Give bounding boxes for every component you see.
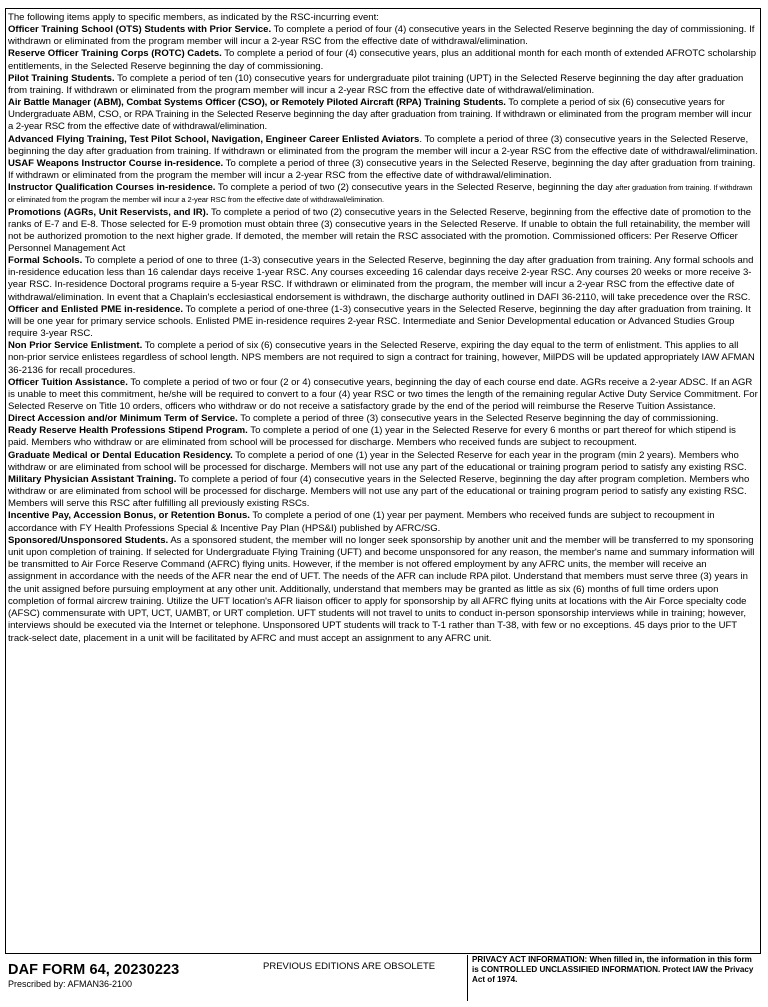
item-pilot-training	[8, 73, 758, 97]
intro-text: The following items apply to specific members, as indicated by the RSC-incurring event:	[8, 12, 379, 23]
item-title: Military Physician Assistant Training.	[8, 473, 177, 485]
item-text: To complete a period of three (3) consecutive years in the Selected Reserve beginning the day of commissioning.	[237, 413, 719, 425]
item-text: To complete a period of three (3) consecutive years in the Selected Reserve, beginning the day after graduation from training. If withdrawn or eliminated from the program the member will incur a 2-year RSC from the effective date of withdrawal/elimination.	[8, 157, 756, 182]
obsolete-notice: PREVIOUS EDITIONS ARE OBSOLETE	[263, 961, 436, 972]
item-text: To complete a period of two (2) consecutive years in the Selected Reserve, beginning the day	[215, 182, 613, 194]
item-title: Graduate Medical or Dental Education Residency.	[8, 449, 233, 461]
item-residency	[8, 450, 758, 474]
item-non-prior-service	[8, 340, 758, 376]
item-title: Instructor Qualification Courses in-residence.	[8, 182, 216, 194]
item-title: Incentive Pay, Accession Bonus, or Retention Bonus.	[8, 510, 250, 522]
item-text: To complete a period of six (6) consecutive years for Undergraduate ABM, CSO, or RPA Training in the Selected Reserve beginning the day after graduation from training. If withdrawn or eliminated from the program member will incur a 2-year RSC from the effective date of withdrawal/elimination.	[8, 97, 752, 133]
item-title: Formal Schools.	[8, 255, 83, 267]
item-text: To complete a period of two or four (2 or 4) consecutive years, beginning the day of each course end date. AGRs receive a 2-year ADSC. If an AGR is unable to meet this commitment, he/she will be required to convert to a four (4) year RSC or two times the length of the remaining regular Active Duty Service Commitment. For Selected Reserve on Title 10 orders, officers who withdraw or do not receive a satisfactory grade by the end of the period will reimburse the Reserve Tuition Assistance.	[8, 376, 758, 412]
item-text: To complete a period of one-three (1-3) consecutive years in the Selected Reserve, beginning the day after graduation from training. It will be one year for primary service schools. Enlisted PME in-residence requires 2-year RSC. Intermediate and Senior Developmental education or Advanced Studies Group require 3-year RSC.	[8, 303, 751, 340]
item-text: To complete a period of four (4) consecutive years in the Selected Reserve, beginning the day after program completion. Members who withdraw or are eliminated from school will be processed for discharge. Members will not use any part of the educational or training program period to satisfy any existing RSC. Members will serve this RSC after fulfilling all previously existing RSCs.	[8, 473, 750, 510]
item-direct-accession	[8, 413, 758, 425]
item-instructor-qualification	[8, 182, 758, 206]
item-text: To complete a period of four (4) consecutive years in the Selected Reserve beginning the day of commissioning. If withdrawn or eliminated from the program member will incur a 2-year RSC from the effective date of withdrawal/elimination.	[8, 24, 755, 48]
form-body	[8, 12, 758, 645]
item-title: Pilot Training Students.	[8, 72, 115, 84]
item-abm-cso-rpa	[8, 97, 758, 133]
item-incentive-pay	[8, 510, 758, 534]
item-ots	[8, 24, 758, 48]
item-title: Officer and Enlisted PME in-residence.	[8, 303, 184, 315]
item-text: To complete a period of one (1) year in the Selected Reserve for each year in the program (min 2 years). Members who withdraw or are eliminated from school will be processed for discharge. Members will not use any part of the educational or training program period to satisfy any existing RSC.	[8, 449, 747, 473]
item-physician-assistant	[8, 474, 758, 510]
item-text: To complete a period of six (6) consecutive years in the Selected Reserve, expiring the day equal to the term of enlistment. This applies to all non-prior service enlistees regardless of school length. NPS members are not required to sign a contract for training, however, MilPDS will be updated appropriately IAW AFMAN 36-2136 for recall procedures.	[8, 340, 755, 376]
item-title: Promotions (AGRs, Unit Reservists, and IR).	[8, 206, 209, 218]
item-text: As a sponsored student, the member will no longer seek sponsorship by another unit and the member will be transferred to my sponsoring unit upon completion of training. If selected for Undergraduate Flying Training (UFT) and become unsponsored for any reason, the member's name and summary information will be transmitted to Air Force Reserve Command (AFRC) flying units. However, if the member is not offered employment by any AFRC units, the member will receive an assignment in accordance with the needs of the AFR near the end of UFT. The needs of the AFR can include RPA pilot. Understand that members must serve three (3) years in the unit assigned before pursuing employment at any other unit. Additionally, understand that members may be granted as little as six (6) months of full time orders upon completion of formal aircrew training. Utilize the UFT location's AFR liaison officer to apply for sponsorship by all AFRC flying units at locations with the Air Force specialty code (AFSC) commensurate with UPT, UCT, UAMBT, or URT completion. UFT students will not travel to units to conduct in-person sponsorship interviews while in training; however, interviews should be executed via the Internet or telephone. Unsponsored UPT students will track to T-1 rather than T-38, with few or no exceptions. 45 days prior to the UFT track-select date, placement in a unit will be facilitated by AFRC and must accept an assignment to any AFRC unit.	[8, 534, 755, 644]
item-text: To complete a period of four (4) consecutive years, plus an additional month for each month of extended AFROTC scholarship entitlements, in the Selected Reserve beginning the day of commissioning.	[8, 48, 757, 72]
item-text: To complete a period of one to three (1-3) consecutive years in the Selected Reserve, beginning the day after graduation from training. Any formal schools and in-residence education less than 16 calendar days receive 1-year RSC. Any courses exceeding 16 calendar days receive 2-year RSC. Any courses 20 weeks or more receive 3-year RSC. In-residence Doctoral programs require a 5-year RSC. If withdrawn or eliminated from the program, the member will incur a 2-year RSC from the effective date of withdrawal/elimination. In event that a Chaplain's ecclesiastical endorsement is withdrawn, the discharge authority outlined in DAFI 36-2110, will take precedence over the RSC.	[8, 255, 754, 303]
privacy-act-notice: PRIVACY ACT INFORMATION: When filled in, the information in this form is CONTROLLED UNCLASSIFIED INFORMATION. Protect IAW the Privacy Act of 1974.	[467, 955, 759, 1001]
item-advanced-flying	[8, 134, 758, 158]
item-text: . To complete a period of three (3) consecutive years in the Selected Reserve, beginning the day after graduation from training. If withdrawn or eliminated from the program the member will incur a 2-year RSC from the effective date of withdrawal/elimination.	[8, 133, 758, 157]
item-title: Officer Tuition Assistance.	[8, 376, 128, 388]
item-text: To complete a period of one (1) year in the Selected Reserve for every 6 months or part thereof for which stipend is paid. Members who withdraw or are eliminated from school will be processed for discharge. Members who received funds are subject to recoupment.	[8, 425, 736, 449]
item-title: Advanced Flying Training, Test Pilot School, Navigation, Engineer Career Enlisted Aviators	[8, 133, 420, 145]
item-title: Reserve Officer Training Corps (ROTC) Cadets.	[8, 48, 222, 60]
item-title: Ready Reserve Health Professions Stipend Program.	[8, 425, 248, 437]
form-number: DAF FORM 64, 20230223	[8, 962, 180, 978]
item-small-text: after graduation from training. If withdrawn or eliminated from the program the member will incur a 2-year RSC from the effective date of withdrawal/elimination.	[8, 183, 753, 205]
item-text: To complete a period of ten (10) consecutive years for undergraduate pilot training (UPT) in the Selected Reserve beginning the day after graduation from training. If withdrawn or eliminated from the program member will incur a 2-year RSC from the effective date of withdrawal/elimination.	[8, 72, 744, 96]
item-title: Officer Training School (OTS) Students with Prior Service.	[8, 24, 272, 36]
item-title: USAF Weapons Instructor Course in-residence.	[8, 157, 224, 169]
item-text: To complete a period of two (2) consecutive years in the Selected Reserve, beginning from the effective date of promotion to the ranks of E-7 and E-8. Those selected for E-9 promotion must obtain three (3) consecutive years in the Selected Reserve. If unable to obtain the full retainability, the member will not be authorized promotion to the next higher grade. If demoted, the member will retain the RSC associated with the promotion. Commissioned officers: Per Reserve Officer Personnel Management Act	[8, 206, 752, 254]
item-stipend-program	[8, 425, 758, 449]
item-formal-schools	[8, 255, 758, 304]
item-rotc	[8, 48, 758, 72]
item-title: Sponsored/Unsponsored Students.	[8, 534, 169, 546]
item-title: Direct Accession and/or Minimum Term of Service.	[8, 413, 238, 425]
item-pme	[8, 304, 758, 340]
form-footer	[5, 954, 761, 1004]
item-title: Air Battle Manager (ABM), Combat Systems Officer (CSO), or Remotely Piloted Aircraft (RPA) Training Students.	[8, 97, 506, 109]
item-text: To complete a period of one (1) year per payment. Members who received funds are subject to recoupment in accordance with FY Health Professions Special & Incentive Pay Plan (HPS&I) published by AFRC/SG.	[8, 510, 715, 534]
item-sponsored-students	[8, 535, 758, 645]
item-title: Non Prior Service Enlistment.	[8, 340, 143, 352]
item-promotions	[8, 207, 758, 256]
item-tuition-assistance	[8, 377, 758, 413]
prescribed-by: Prescribed by: AFMAN36-2100	[8, 979, 133, 989]
item-weapons-instructor	[8, 158, 758, 182]
